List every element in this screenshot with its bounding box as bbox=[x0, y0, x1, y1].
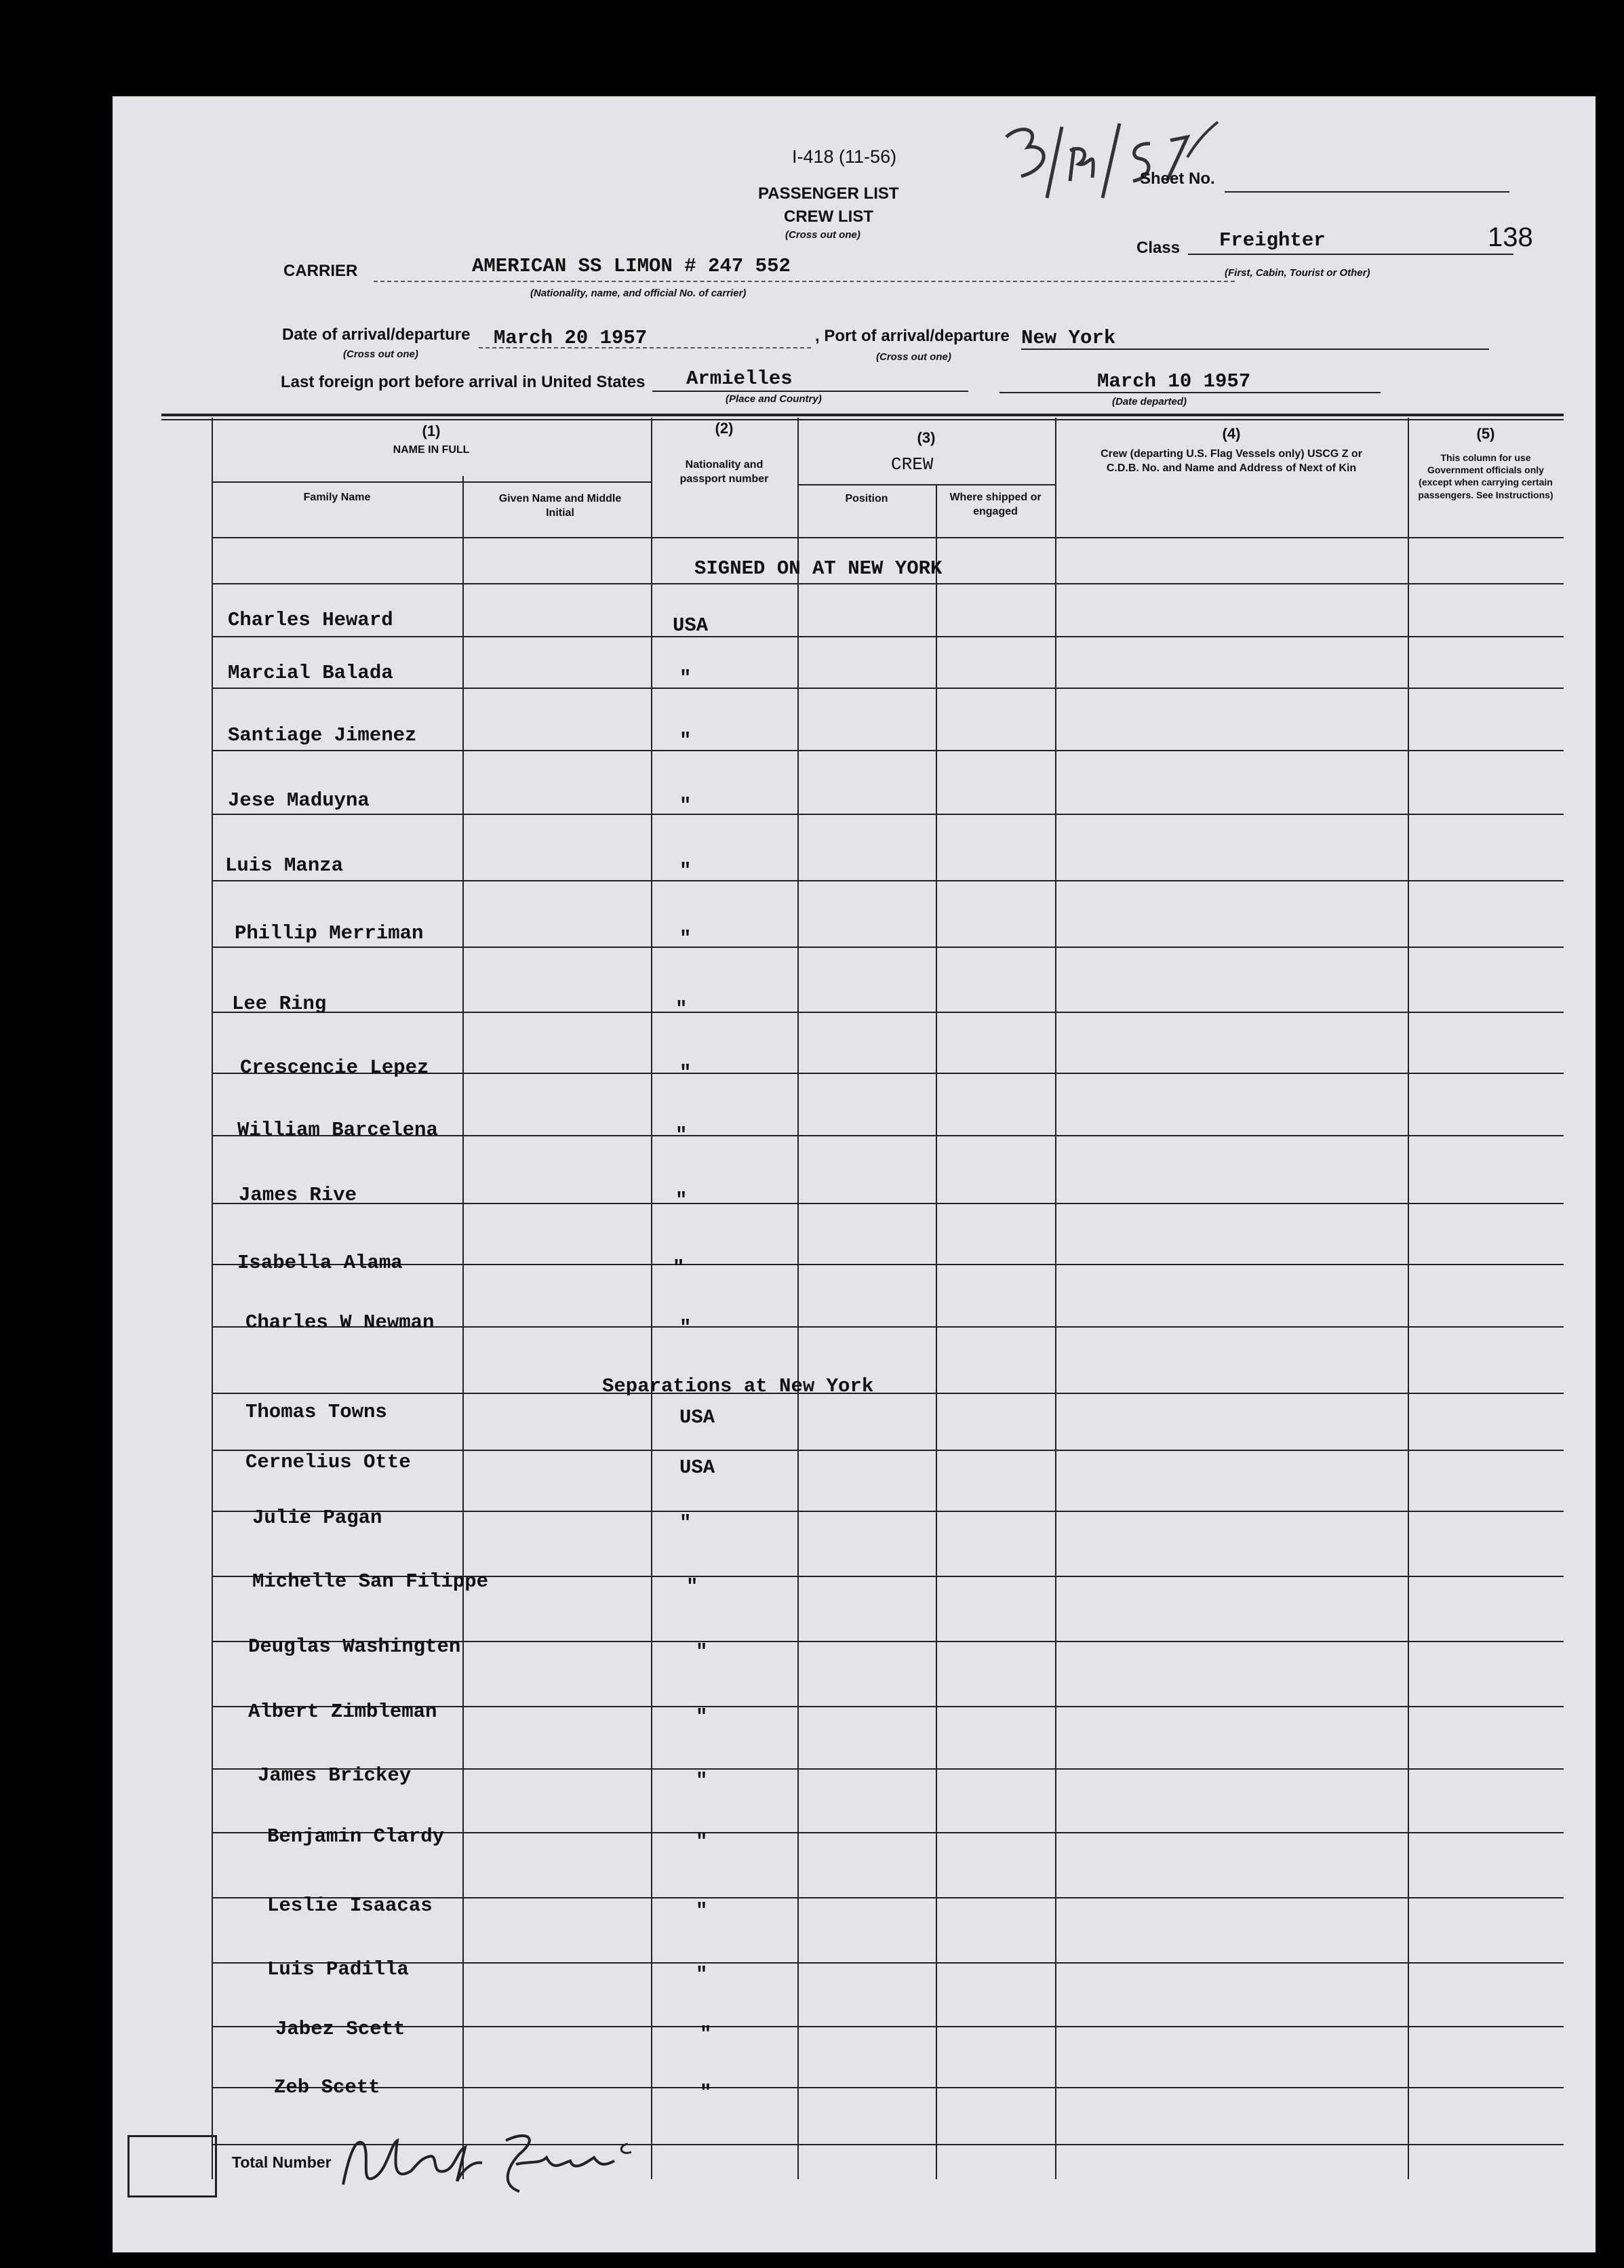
row-name: Zeb Scett bbox=[274, 2076, 380, 2098]
row-name: Marcial Balada bbox=[228, 662, 393, 684]
separations-label: Separations at New York bbox=[602, 1375, 874, 1397]
row-nationality: " bbox=[675, 1124, 688, 1147]
row-name: Deuglas Washingten bbox=[248, 1635, 461, 1658]
row-nationality: " bbox=[696, 1964, 708, 1986]
row-name: Jabez Scett bbox=[275, 2018, 405, 2040]
row-nationality: " bbox=[679, 795, 692, 817]
port-value: New York bbox=[1021, 327, 1116, 349]
row-name: Cernelius Otte bbox=[245, 1451, 411, 1473]
row-nationality: " bbox=[679, 928, 692, 950]
row-name: Michelle San Filippe bbox=[252, 1570, 489, 1593]
row-nationality: " bbox=[700, 2082, 712, 2104]
col4-title: Crew (departing U.S. Flag Vessels only) USCG Z or C.D.B. No. and Name and Address of Next of Kin bbox=[1101, 448, 1362, 474]
row-name: Santiage Jimenez bbox=[228, 724, 417, 747]
row-name: William Barcelena bbox=[237, 1119, 438, 1141]
row-name: Albert Zimbleman bbox=[248, 1700, 437, 1723]
position-header: Position bbox=[845, 493, 888, 504]
col3-title: CREW bbox=[891, 454, 934, 475]
row-nationality: " bbox=[679, 1512, 692, 1534]
row-nationality: " bbox=[679, 730, 692, 752]
date-value: March 20 1957 bbox=[494, 327, 648, 349]
row-nationality: USA bbox=[673, 614, 709, 637]
last-port-note: (Place and Country) bbox=[726, 393, 822, 405]
last-port-label: Last foreign port before arrival in United States bbox=[281, 373, 646, 391]
row-nationality: " bbox=[686, 1576, 698, 1598]
row-name: Phillip Merriman bbox=[235, 922, 424, 944]
total-box bbox=[127, 2135, 217, 2197]
carrier-value: AMERICAN SS LIMON # 247 552 bbox=[472, 255, 791, 277]
row-name: Charles Heward bbox=[228, 609, 393, 631]
row-nationality: " bbox=[673, 1257, 685, 1279]
row-name: Luis Manza bbox=[225, 854, 344, 877]
sheet-label: Sheet No. bbox=[1140, 170, 1215, 188]
page-number: 138 bbox=[1488, 222, 1533, 252]
row-name: James Rive bbox=[239, 1184, 357, 1206]
cross-out-note: (Cross out one) bbox=[785, 229, 860, 241]
col5-title: This column for use Government officials only (except when carrying certain passengers. See Instructions) bbox=[1418, 452, 1553, 500]
col2-num: (2) bbox=[715, 420, 734, 437]
col2-title: Nationality and passport number bbox=[679, 459, 769, 485]
row-name: James Brickey bbox=[258, 1764, 412, 1787]
signature bbox=[336, 2124, 655, 2205]
row-nationality: " bbox=[696, 1706, 708, 1728]
row-name: Thomas Towns bbox=[245, 1401, 387, 1423]
carrier-label: CARRIER bbox=[283, 262, 358, 280]
class-note: (First, Cabin, Tourist or Other) bbox=[1225, 267, 1370, 279]
given-name-header: Given Name and Middle Initial bbox=[498, 493, 622, 519]
col4-num: (4) bbox=[1222, 425, 1241, 442]
port-label: , Port of arrival/departure bbox=[815, 327, 1010, 345]
row-nationality: " bbox=[696, 1641, 708, 1663]
row-nationality: " bbox=[700, 2023, 712, 2046]
row-name: Lee Ring bbox=[232, 993, 327, 1015]
row-nationality: " bbox=[696, 1770, 708, 1792]
row-nationality: " bbox=[675, 1189, 688, 1212]
col1-title: NAME IN FULL bbox=[393, 444, 470, 456]
row-nationality: " bbox=[696, 1900, 708, 1922]
date-label: Date of arrival/departure bbox=[282, 325, 471, 344]
row-nationality: " bbox=[675, 998, 688, 1020]
row-name: Charles W Newman bbox=[245, 1311, 435, 1334]
row-nationality: USA bbox=[679, 1406, 715, 1429]
col3-num: (3) bbox=[917, 429, 936, 446]
port-note: (Cross out one) bbox=[876, 351, 951, 363]
row-name: Luis Padilla bbox=[267, 1958, 409, 1981]
row-name: Jese Maduyna bbox=[228, 789, 370, 812]
row-name: Julie Pagan bbox=[252, 1507, 382, 1529]
form-number: I-418 (11-56) bbox=[792, 146, 897, 167]
date-note: (Cross out one) bbox=[343, 349, 418, 360]
last-port-value: Armielles bbox=[686, 367, 793, 390]
col5-num: (5) bbox=[1476, 425, 1495, 442]
list-type-passenger: PASSENGER LIST bbox=[758, 184, 899, 203]
row-nationality: " bbox=[679, 1317, 692, 1339]
list-type-crew: CREW LIST bbox=[784, 207, 873, 226]
row-nationality: " bbox=[679, 860, 692, 882]
family-name-header: Family Name bbox=[303, 492, 371, 503]
signed-on-label: SIGNED ON AT NEW YORK bbox=[694, 557, 943, 580]
row-nationality: USA bbox=[679, 1456, 715, 1479]
row-name: Leslie Isaacas bbox=[267, 1894, 433, 1917]
date-departed-note: (Date departed) bbox=[1112, 396, 1187, 407]
col1-num: (1) bbox=[422, 422, 441, 439]
carrier-note: (Nationality, name, and official No. of carrier) bbox=[530, 287, 747, 299]
row-name: Isabella Alama bbox=[237, 1252, 403, 1274]
row-nationality: " bbox=[679, 1062, 692, 1084]
row-nationality: " bbox=[679, 667, 692, 690]
date-departed-value: March 10 1957 bbox=[1097, 370, 1251, 393]
class-value: Freighter bbox=[1219, 229, 1326, 252]
row-nationality: " bbox=[696, 1831, 708, 1853]
where-shipped-header: Where shipped or engaged bbox=[949, 492, 1042, 517]
total-label: Total Number bbox=[232, 2153, 332, 2171]
form-sheet bbox=[113, 96, 1596, 2252]
row-name: Crescencie Lepez bbox=[240, 1056, 429, 1079]
row-name: Benjamin Clardy bbox=[267, 1825, 445, 1848]
class-label: Class bbox=[1136, 239, 1181, 257]
